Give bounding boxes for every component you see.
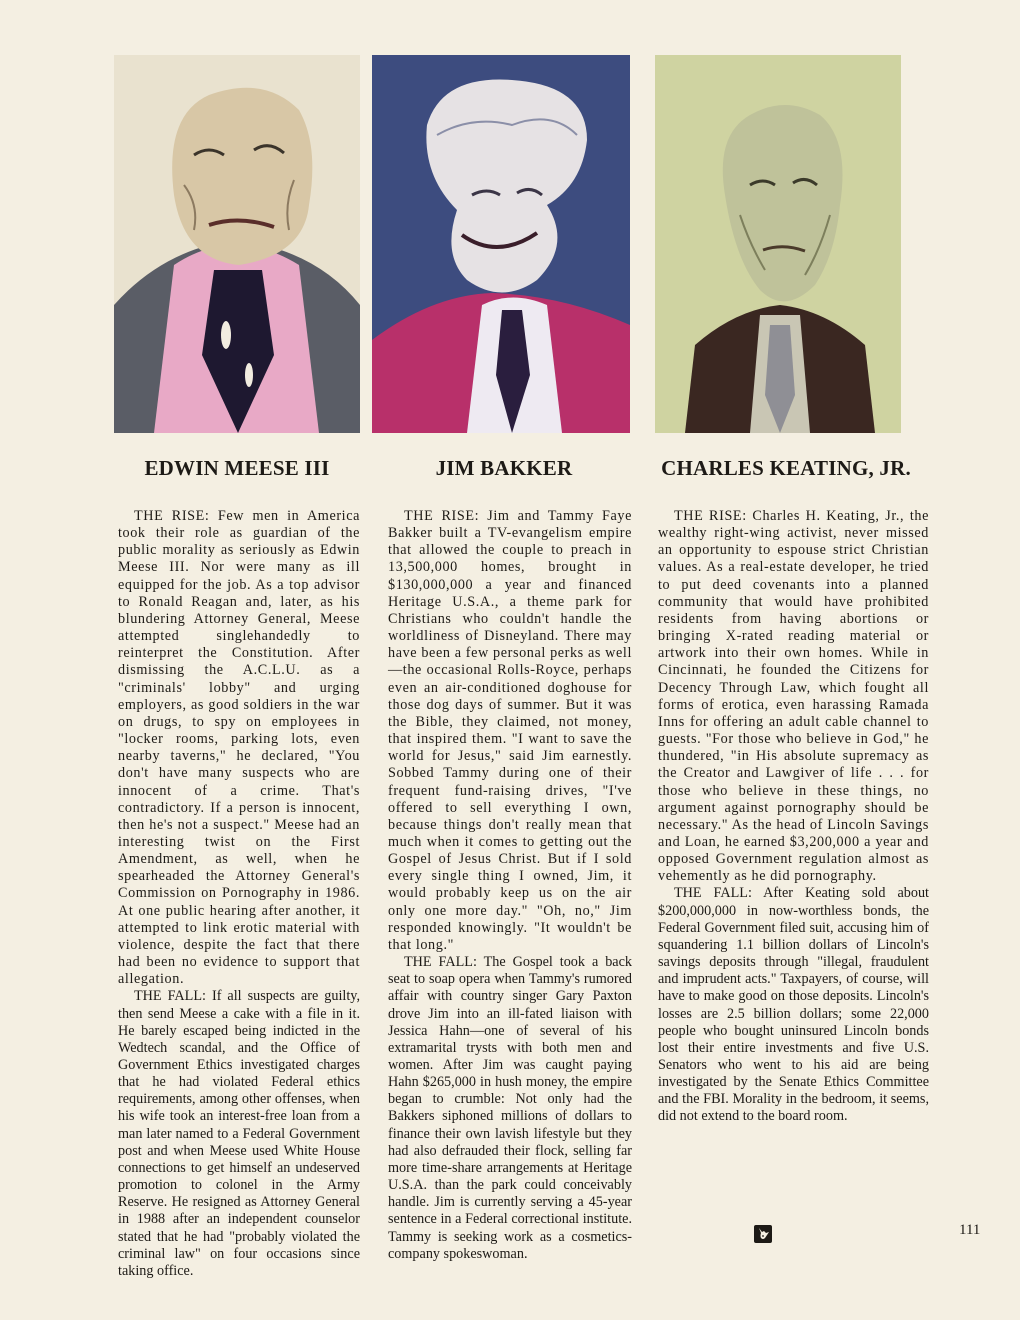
name-heading-keating: CHARLES KEATING, JR. — [661, 456, 911, 480]
portrait-jim-bakker — [372, 55, 630, 433]
name-heading-meese: EDWIN MEESE III — [144, 456, 330, 480]
caricature-illustration — [372, 55, 630, 433]
column-meese — [118, 508, 360, 1280]
paragraph-rise: THE RISE: Jim and Tammy Faye Bakker built a TV-evangelism empire that allowed the couple to preach in 13,500,000 homes, brought in $130,000,000 a year and financed Heritage U.S.A., a theme park for Christians who couldn't handle the worldliness of Disneyland. There may have been a few personal perks as well—the occasional Rolls-Royce, perhaps even an air-conditioned doghouse for those dog days of summer. But it was the Bible, they claimed, not money, that inspired them. "I want to save the world for Jesus," said Jim earnestly. Sobbed Tammy during one of their frequent fund-raising drives, "I've offered to sell everything I own, because things don't really mean that much when it comes to getting out the Gospel of Jesus Christ. But if I sold every single thing I owned, Jim, it would probably keep us on the air only one more day." "Oh, no," Jim responded knowingly. "It wouldn't be that long." — [388, 508, 632, 953]
paragraph-fall: THE FALL: If all suspects are guilty, then send Meese a cake with a file in it. He barely escaped being indicted in the Wedtech scandal, and the Office of Government Ethics investigated charges that he had violated Federal ethics requirements, among other offenses, when his wife took an interest-free loan from a man later named to a Federal Government post and when Meese used White House connections to get himself an undeserved promotion to colonel in the Army Reserve. He resigned as Attorney General in 1988 after an independent counselor stated that he had "probably violated the criminal law" on four occasions since taking office. — [118, 988, 360, 1279]
paragraph-fall: THE FALL: The Gospel took a back seat to soap opera when Tammy's rumored affair with country singer Gary Paxton drove Jim into an ill-fated liaison with Jessica Hahn—one of several of his extramarital trysts with both men and women. After Jim was caught paying Hahn $265,000 in hush money, the empire began to crumble: Not only had the Bakkers siphoned millions of dollars to finance their own lavish lifestyle but they had also defrauded their flock, selling far more time-share arrangements at Heritage U.S.A. than the park could conceivably handle. Jim is currently serving a 45-year sentence in a Federal correctional institute. Tammy is seeking work as a cosmetics-company spokeswoman. — [388, 954, 632, 1262]
name-heading-bakker: JIM BAKKER — [435, 456, 573, 480]
page-number: 111 — [959, 1222, 981, 1238]
portrait-edwin-meese — [114, 55, 360, 433]
caricature-illustration — [114, 55, 360, 433]
caricature-illustration — [655, 55, 901, 433]
paragraph-rise: THE RISE: Few men in America took their role as guardian of the public morality as seriously as Edwin Meese III. Nor were many as ill equipped for the job. As a top advisor to Ronald Reagan and, later, as his blundering Attorney General, Meese attempted singlehandedly to reinterpret the Constitution. After dismissing the A.C.L.U. as a "criminals' lobby" and urging employers, as good soldiers in the war on drugs, to spy on employees in "locker rooms, parking lots, even nearby taverns," he declared, "You don't have many suspects who are innocent of a crime. That's contradictory. If a person is innocent, then he's not a suspect." Meese had an interesting twist on the First Amendment, as well, when he spearheaded the Attorney General's Commission on Pornography in 1986. At one public hearing after another, it attempted to link erotic material with violence, despite the fact that there had been no evidence to support that allegation. — [118, 508, 360, 988]
paragraph-fall: THE FALL: After Keating sold about $200,000,000 in now-worthless bonds, the Federal Government filed suit, accusing him of squandering 1.1 billion dollars of Lincoln's savings deposits through "illegal, fraudulent and imprudent acts." Taxpayers, of course, will have to make good on those deposits. Lincoln's losses are 2.5 billion dollars; some 22,000 people who bought uninsured Lincoln bonds lost their entire investments and five U.S. Senators who went to his aid are being investigated by the Senate Ethics Committee and the FBI. Morality in the bedroom, it seems, did not extend to the board room. — [658, 885, 929, 1125]
rabbit-head-icon — [754, 1225, 772, 1243]
portrait-charles-keating — [655, 55, 901, 433]
column-keating — [658, 508, 929, 1126]
column-bakker — [388, 508, 632, 1263]
paragraph-rise: THE RISE: Charles H. Keating, Jr., the wealthy right-wing activist, never missed an opportunity to espouse strict Christian values. As a real-estate developer, he tried to put deed covenants into a planned community that would have prohibited residents from having abortions or bringing X-rated reading material or artwork into their own homes. While in Cincinnati, he founded the Citizens for Decency Through Law, which fought all forms of erotica, even harassing Ramada Inns for offering an adult cable channel to guests. "For those who believe in God," he thundered, "in His absolute supremacy as the Creator and Lawgiver of life . . . for those who believe in these things, no argument against pornography should be necessary." As the head of Lincoln Savings and Loan, he earned $3,200,000 a year and opposed Government regulation almost as vehemently as he did pornography. — [658, 508, 929, 885]
